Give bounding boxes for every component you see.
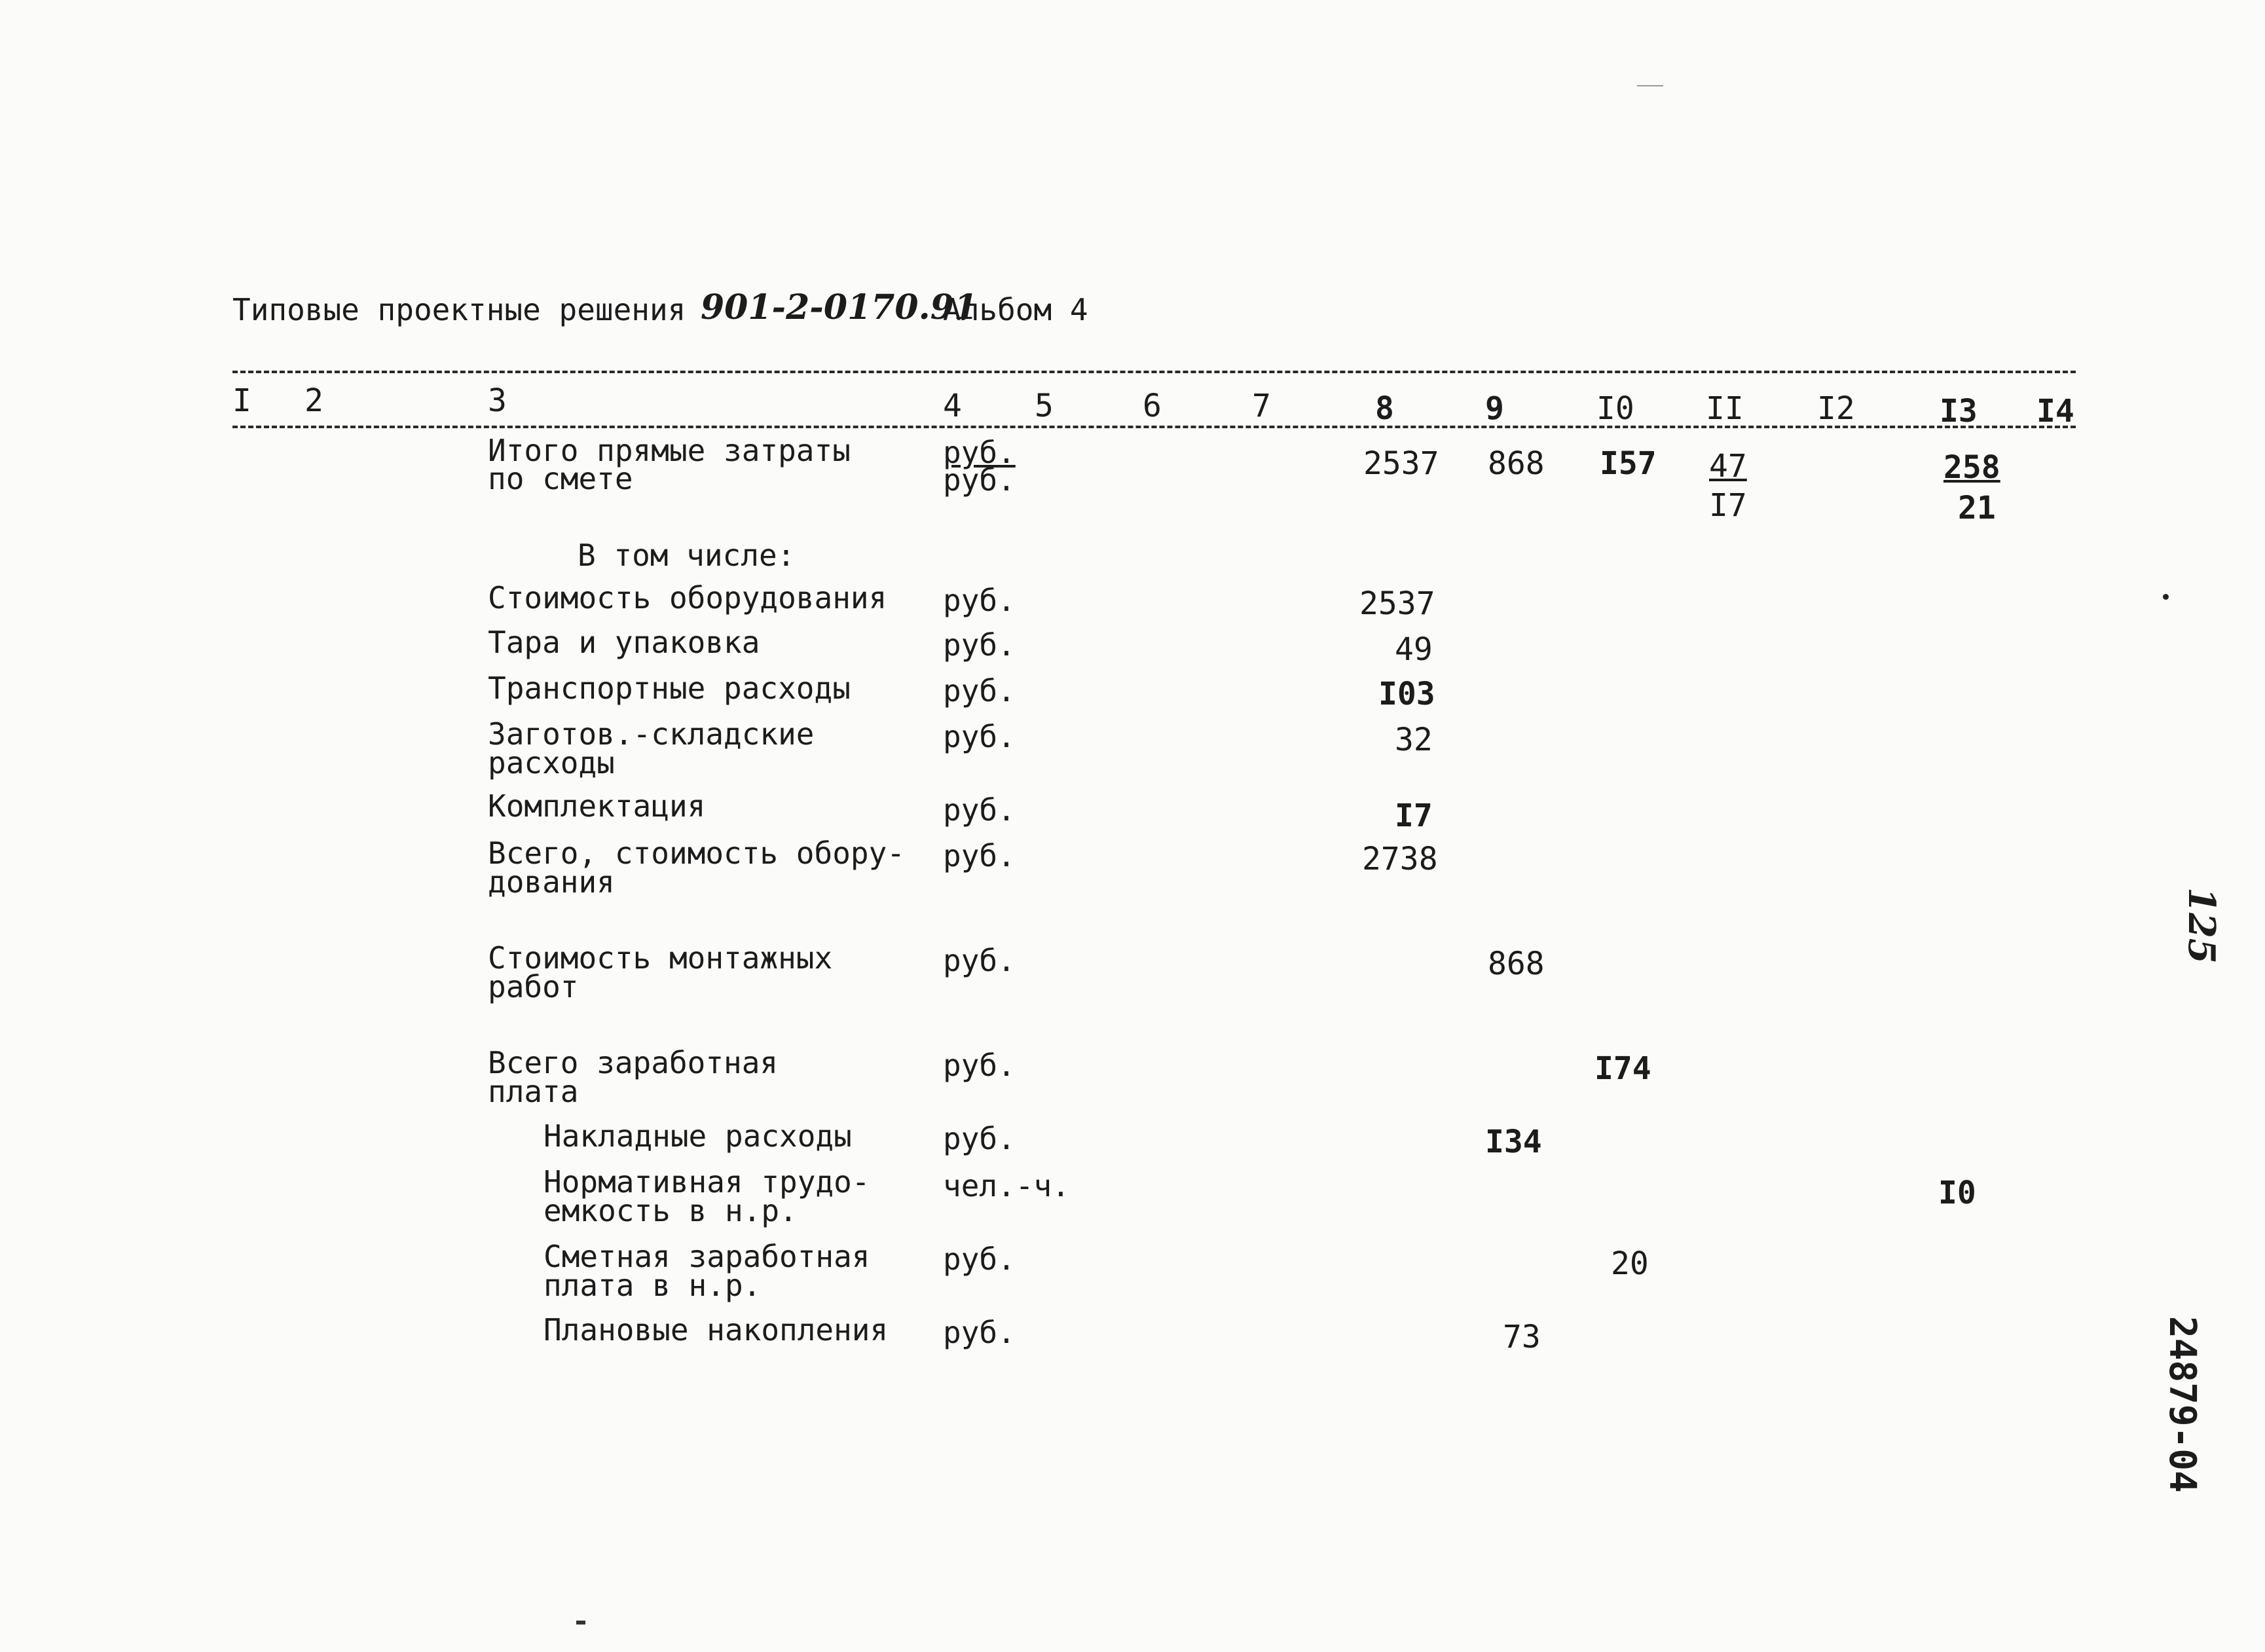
- col-header-6: 6: [1143, 388, 1162, 424]
- cell-col11-bottom: I7: [1709, 487, 1747, 524]
- cell-col13-top: 258: [1943, 449, 2000, 486]
- row-unit-2: руб.: [943, 462, 1016, 498]
- col-header-11: II: [1706, 390, 1744, 427]
- table-header-rule: [232, 426, 2076, 428]
- row-label-cont: расходы: [488, 745, 615, 780]
- row-label-cont: работ: [488, 969, 579, 1004]
- row-label-cont: плата в н.р.: [543, 1268, 762, 1303]
- col-header-7: 7: [1252, 388, 1271, 424]
- row-unit: руб.: [943, 719, 1016, 754]
- cell-col8: 49: [1395, 631, 1433, 668]
- scan-speck: [2163, 594, 2169, 600]
- row-unit: руб.: [943, 627, 1016, 663]
- row-label: Накладные расходы: [543, 1118, 852, 1154]
- row-label: Нормативная трудо-: [543, 1164, 870, 1200]
- row-label: Заготов.-складские: [488, 716, 815, 752]
- row-label: Комплектация: [488, 788, 706, 824]
- row-unit: руб.: [943, 792, 1016, 828]
- row-unit: руб.: [943, 435, 1016, 470]
- album-label: Альбом 4: [943, 292, 1088, 327]
- cell-col13-bottom: 21: [1958, 490, 1996, 526]
- col-header-4: 4: [943, 388, 962, 424]
- cell-col8: I7: [1395, 798, 1433, 834]
- cell-col11-top: 47: [1709, 448, 1747, 485]
- row-unit: руб.: [943, 1241, 1016, 1277]
- cell-col9: 868: [1488, 945, 1545, 982]
- cell-col13: I0: [1938, 1175, 1976, 1211]
- col-header-13: I3: [1940, 393, 1978, 430]
- row-label: Стоимость монтажных: [488, 940, 833, 976]
- row-unit: руб.: [943, 583, 1016, 618]
- cell-col8: 32: [1395, 722, 1433, 758]
- col-header-9: 9: [1485, 390, 1504, 427]
- row-unit: руб.: [943, 673, 1016, 708]
- col-header-14: I4: [2036, 393, 2074, 430]
- row-label: Итого прямые затраты: [488, 433, 851, 468]
- row-unit: руб.: [943, 1121, 1016, 1156]
- row-label: Сметная заработная: [543, 1239, 870, 1274]
- scan-speck: [1637, 85, 1663, 86]
- row-unit: чел.-ч.: [943, 1168, 1070, 1203]
- section-subheading: В том числе:: [578, 538, 796, 573]
- col-header-3: 3: [488, 382, 507, 419]
- cell-col8: 2537: [1359, 585, 1435, 622]
- row-label: Плановые накопления: [543, 1312, 889, 1348]
- cell-col8: I03: [1378, 676, 1435, 712]
- cell-col9: 73: [1503, 1319, 1541, 1355]
- row-label-cont: дования: [488, 864, 615, 900]
- cell-col9: I34: [1485, 1124, 1542, 1160]
- header-prefix: Типовые проектные решения: [232, 292, 686, 327]
- row-label-cont: плата: [488, 1074, 579, 1109]
- row-label: Всего заработная: [488, 1045, 779, 1080]
- project-code: 901-2-0170.91: [701, 287, 978, 327]
- col-header-1: I: [232, 382, 251, 419]
- row-unit: руб.: [943, 1315, 1016, 1350]
- row-label: Стоимость оборудования: [488, 580, 887, 615]
- archive-number: 24879-04: [2161, 1316, 2203, 1493]
- cell-col10: I57: [1600, 445, 1657, 482]
- cell-col8: 2537: [1363, 445, 1439, 482]
- row-label: Транспортные расходы: [488, 670, 851, 706]
- cell-col9: 868: [1488, 445, 1545, 482]
- row-label-cont: емкость в н.р.: [543, 1193, 798, 1228]
- row-label: Всего, стоимость обору-: [488, 835, 905, 871]
- col-header-10: I0: [1596, 390, 1634, 427]
- col-header-5: 5: [1035, 388, 1054, 424]
- col-header-2: 2: [304, 382, 323, 419]
- row-label: Тара и упаковка: [488, 625, 760, 660]
- row-unit: руб.: [943, 1048, 1016, 1083]
- col-header-12: I2: [1817, 390, 1855, 427]
- row-unit: руб.: [943, 943, 1016, 978]
- row-label-cont: по смете: [488, 461, 633, 496]
- page-number: 125: [2180, 887, 2223, 964]
- scan-speck: [576, 1621, 585, 1624]
- cell-col10: 20: [1611, 1245, 1649, 1282]
- row-unit: руб.: [943, 838, 1016, 873]
- cell-col8: 2738: [1362, 841, 1438, 877]
- table-top-rule: [232, 371, 2076, 373]
- cell-col10: I74: [1594, 1050, 1651, 1087]
- col-header-8: 8: [1375, 390, 1394, 427]
